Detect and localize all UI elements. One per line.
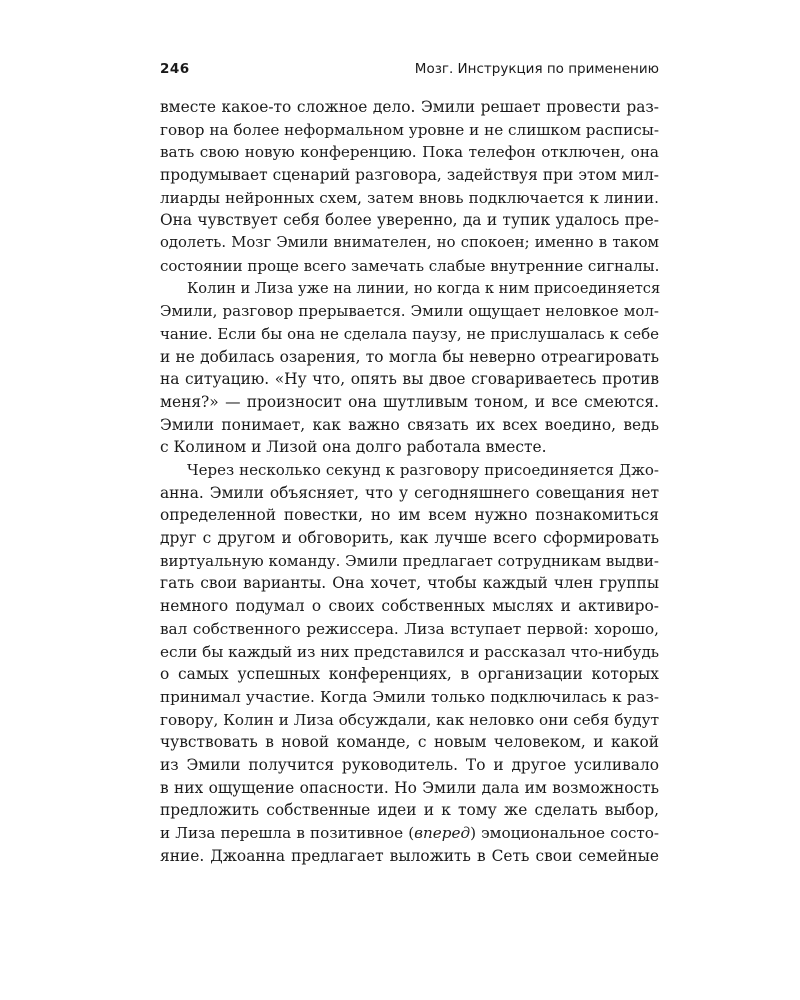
text-line: яние. Джоанна предлагает выложить в Сеть свои семейные [160, 846, 659, 865]
page-header [160, 61, 659, 83]
text-line: анна. Эмили объясняет, что у сегодняшнего совещания нет [160, 483, 659, 502]
text-line: вать свою новую конференцию. Пока телефон отключен, она [160, 143, 659, 162]
text-line: из Эмили получится руководитель. То и другое усиливало [160, 755, 659, 774]
text-line: и Лиза перешла в позитивное (вперед) эмоциональное состо- [160, 824, 659, 842]
text-line: на ситуацию. «Ну что, опять вы двое сговариваетесь против [160, 370, 659, 389]
text-line: немного подумал о своих собственных мыслях и активиро- [160, 597, 659, 616]
page-number: 246 [160, 61, 190, 77]
text-line: Она чувствует себя более уверенно, да и тупик удалось пре- [160, 211, 659, 230]
text-line: меня?» — произносит она шутливым тоном, и все смеются. [160, 392, 659, 411]
text-line: виртуальную команду. Эмили предлагает сотрудникам выдви- [160, 551, 659, 570]
text-line: Колин и Лиза уже на линии, но когда к ним присоединяется [187, 279, 661, 297]
text-line: и не добилась озарения, то могла бы неверно отреагировать [160, 347, 659, 366]
emphasis-text: вперед [414, 824, 471, 842]
text-line: лиарды нейронных схем, затем вновь подключается к линии. [160, 188, 659, 207]
text-line: вал собственного режиссера. Лиза вступает первой: хорошо, [160, 619, 659, 638]
text-line: принимал участие. Когда Эмили только подключилась к раз- [160, 687, 659, 706]
text-line: чание. Если бы она не сделала паузу, не прислушалась к себе [160, 324, 659, 343]
text-line: Эмили понимает, как важно связать их всех воедино, ведь [160, 415, 659, 434]
text-line: друг с другом и обговорить, как лучше всего сформировать [160, 529, 659, 548]
text-line: определенной повестки, но им всем нужно познакомиться [160, 506, 659, 525]
body-text [160, 96, 659, 867]
text-line: Эмили, разговор прерывается. Эмили ощущает неловкое мол- [160, 302, 659, 321]
running-title: Мозг. Инструкция по применению [414, 61, 659, 77]
text-line: говор на более неформальном уровне и не слишком расписы- [160, 120, 659, 139]
text-line: в них ощущение опасности. Но Эмили дала им возможность [160, 778, 659, 797]
text-line: чувствовать в новой команде, с новым человеком, и какой [160, 733, 659, 752]
text-line: одолеть. Мозг Эмили внимателен, но спокоен; именно в таком [160, 234, 659, 252]
text-line: о самых успешных конференциях, в организации которых [160, 665, 659, 684]
text-line: если бы каждый из них представился и рассказал что-нибудь [160, 642, 660, 661]
text-line: с Колином и Лизой она долго работала вместе. [160, 438, 547, 457]
text-line: вместе какое-то сложное дело. Эмили решает провести раз- [160, 98, 659, 116]
text-line: предложить собственные идеи и к тому же сделать выбор, [160, 801, 659, 820]
text-line: состоянии проще всего замечать слабые внутренние сигналы. [160, 256, 660, 275]
text-line: говору, Колин и Лиза обсуждали, как неловко они себя будут [160, 710, 659, 729]
text-line: продумывает сценарий разговора, задействуя при этом мил- [160, 166, 659, 185]
text-line: гать свои варианты. Она хочет, чтобы каждый член группы [160, 574, 659, 593]
text-line: Через несколько секунд к разговору присоединяется Джо- [187, 461, 659, 479]
